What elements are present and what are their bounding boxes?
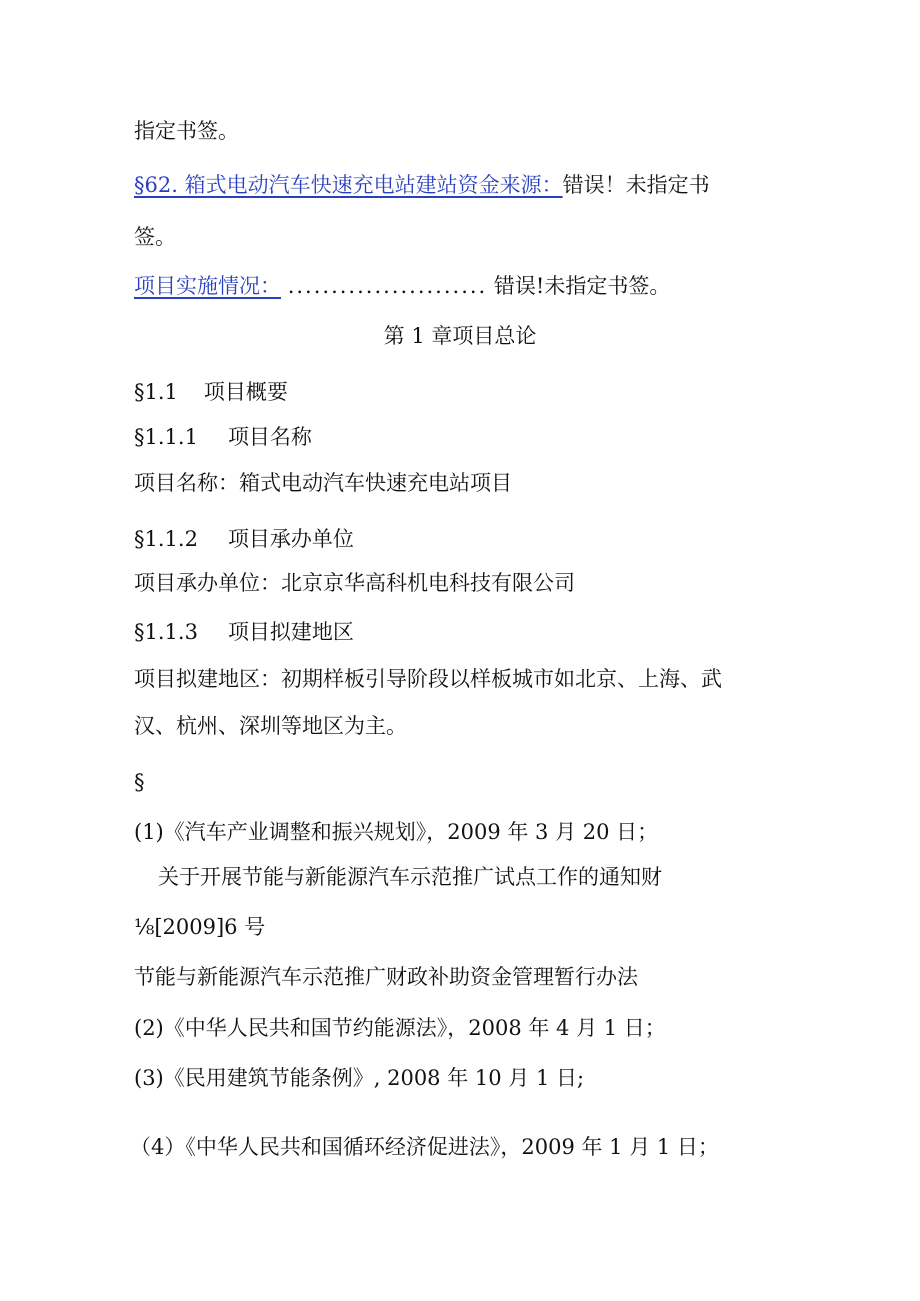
basis-item-2 [134, 1013, 666, 1043]
section-title: 项目名称 [227, 425, 312, 449]
toc-leader-dots: ....................... [287, 274, 488, 298]
section-title: 项目拟建地区 [227, 620, 354, 644]
toc-link-implementation[interactable]: 项目实施情况： [134, 274, 281, 298]
section-heading-1-1-1 [134, 422, 312, 452]
section-heading-1-1-2 [134, 524, 354, 554]
project-organization-paragraph [134, 568, 575, 598]
basis-notice-text: 关于开展节能与新能源汽车示范推广试点工作的通知财 [158, 865, 662, 889]
basis-item-3 [134, 1063, 584, 1093]
basis-item-text: (3)《民用建筑节能条例》, 2008 年 10 月 1 日; [134, 1066, 585, 1090]
basis-item-text: (2)《中华人民共和国节约能源法》，2008 年 4 月 1 日； [134, 1016, 666, 1040]
section-mark [134, 767, 145, 797]
toc-bookmark-error-text: 错误！未指定书 [562, 173, 710, 197]
section-title: 项目承办单位 [227, 527, 354, 551]
section-heading-1-1 [134, 377, 288, 407]
toc-continuation-line [134, 116, 239, 146]
basis-notice-number [134, 912, 265, 942]
basis-measures-text: 节能与新能源汽车示范推广财政补助资金管理暂行办法 [134, 965, 638, 989]
toc-entry-62 [134, 170, 710, 200]
section-number: §1.1.1 [134, 425, 198, 449]
basis-notice [158, 862, 662, 892]
basis-measures [134, 962, 638, 992]
toc-entry-implementation [134, 271, 670, 301]
project-region-paragraph-line-1 [134, 664, 722, 694]
project-name-paragraph [134, 468, 512, 498]
project-organization-text: 项目承办单位：北京京华高科机电科技有限公司 [134, 571, 575, 595]
basis-notice-number-text: ⅛[2009]6 号 [134, 915, 266, 939]
toc-entry-62-continuation [134, 222, 176, 252]
chapter-title-text: 第 1 章项目总论 [383, 324, 537, 348]
section-heading-1-1-3 [134, 617, 354, 647]
toc-bookmark-error-text: 签。 [134, 225, 176, 249]
project-region-text: 汉、杭州、深圳等地区为主。 [134, 714, 407, 738]
toc-bookmark-error-text: 指定书签。 [134, 119, 239, 143]
project-name-text: 项目名称：箱式电动汽车快速充电站项目 [134, 471, 512, 495]
project-region-paragraph-line-2 [134, 711, 407, 741]
section-number: §1.1.2 [134, 527, 198, 551]
section-mark-text: § [134, 770, 145, 794]
chapter-title [0, 321, 920, 351]
basis-item-text: (1)《汽车产业调整和振兴规划》，2009 年 3 月 20 日； [134, 820, 659, 844]
section-number: §1.1 [134, 380, 178, 404]
toc-link-funding-source[interactable]: §62. 箱式电动汽车快速充电站建站资金来源： [134, 173, 563, 197]
project-region-text: 项目拟建地区：初期样板引导阶段以样板城市如北京、上海、武 [134, 667, 722, 691]
basis-item-text: （4）《中华人民共和国循环经济促进法》，2009 年 1 月 1 日； [130, 1135, 719, 1159]
section-number: §1.1.3 [134, 620, 198, 644]
basis-item-4 [130, 1132, 719, 1162]
section-title: 项目概要 [203, 380, 288, 404]
toc-bookmark-error-text: 错误!未指定书签。 [493, 274, 671, 298]
basis-item-1 [134, 817, 658, 847]
